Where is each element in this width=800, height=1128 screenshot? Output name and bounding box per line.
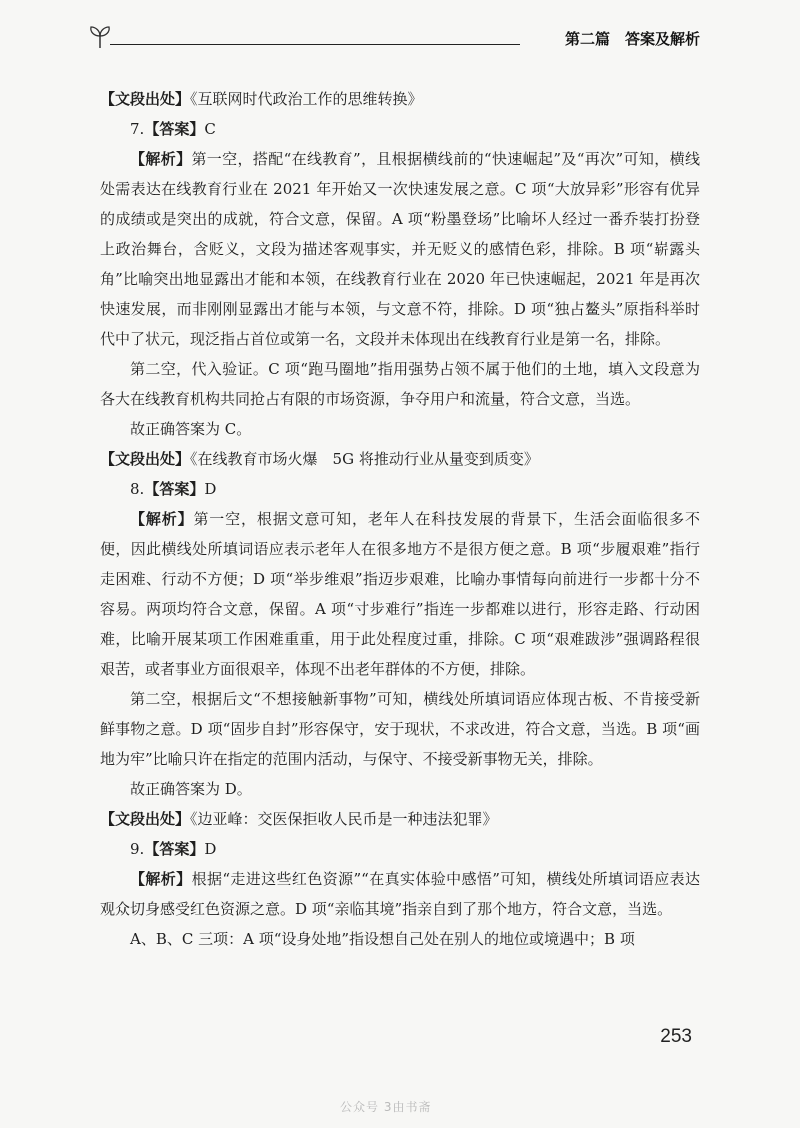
source-tag: 文段出处 xyxy=(115,90,176,108)
analysis-paragraph: 【解析】第一空，搭配“在线教育”，且根据横线前的“快速崛起”及“再次”可知，横线处需表达在线教育行业在 2021 年开始又一次快速发展之意。C 项“大放异彩”形容有优异的成绩或是突出的成就，符合文意，保留。A 项“粉墨登场”比喻坏人经过一番乔装打扮登上政治舞台，含贬义，文段为描述客观事实，并无贬义的感情色彩，排除。B 项“崭露头角”比喻突出地显露出才能和本领，在线教育行业在 2020 年已快速崛起，2021 年是再次快速发展，而非刚刚显露出才能与本领，与文意不符，排除。D 项“独占鳌头”原指科举时代中了状元，现泛指占首位或第一名，文段并未体现出在线教育行业是第一名，排除。 xyxy=(100,150,700,348)
body-paragraph: 第二空，代入验证。C 项“跑马圈地”指用强势占领不属于他们的土地，填入文段意为各大在线教育机构共同抢占有限的市场资源，争夺用户和流量，符合文意，当选。 xyxy=(100,360,700,408)
answer-line: 8.【答案】D xyxy=(130,480,217,498)
body-paragraph: A、B、C 三项：A 项“设身处地”指设想自己处在别人的地位或境遇中；B 项 xyxy=(130,930,635,948)
source-tag: 文段出处 xyxy=(115,810,176,828)
analysis-paragraph: 【解析】第一空，根据文意可知，老年人在科技发展的背景下，生活会面临很多不便，因此横线处所填词语应表示老年人在很多地方不是很方便之意。B 项“步履艰难”指行走困难、行动不方便；D 项“举步维艰”指迈步艰难，比喻办事情每向前进行一步都十分不容易。两项均符合文意，保留。A 项“寸步难行”指连一步都难以进行，形容走路、行动困难，比喻开展某项工作困难重重，用于此处程度过重，排除。C 项“艰难跋涉”强调路程很艰苦，或者事业方面很艰辛，体现不出老年群体的不方便，排除。 xyxy=(100,510,700,678)
watermark: 公众号 3由书斋 xyxy=(340,1100,432,1114)
conclusion-line: 故正确答案为 D。 xyxy=(130,780,252,798)
answer-value: D xyxy=(204,840,217,858)
analysis-tag: 解析 xyxy=(145,510,178,528)
analysis-tag: 解析 xyxy=(145,870,177,888)
source-text: 《在线教育市场火爆 5G 将推动行业从量变到质变》 xyxy=(190,450,539,468)
header-rule xyxy=(110,44,520,45)
answer-tag: 答案 xyxy=(159,120,190,138)
chapter-title: 第二篇 答案及解析 xyxy=(564,30,700,48)
page-body xyxy=(100,84,700,954)
analysis-tag: 解析 xyxy=(145,150,177,168)
conclusion-line: 故正确答案为 C。 xyxy=(130,420,252,438)
answer-line: 7.【答案】C xyxy=(130,120,216,138)
analysis-paragraph: 【解析】根据“走进这些红色资源”“在真实体验中感悟”可知，横线处所填词语应表达观众切身感受红色资源之意。D 项“亲临其境”指亲自到了那个地方，符合文意，当选。 xyxy=(100,870,700,918)
answer-line: 9.【答案】D xyxy=(130,840,217,858)
source-line: 【文段出处】《边亚峰：交医保拒收人民币是一种违法犯罪》 xyxy=(100,810,498,828)
body-paragraph: 第二空，根据后文“不想接触新事物”可知，横线处所填词语应体现古板、不肯接受新鲜事物之意。D 项“固步自封”形容保守，安于现状，不求改进，符合文意，当选。B 项“画地为牢”比喻只许在指定的范围内活动，与保守、不接受新事物无关，排除。 xyxy=(100,690,700,768)
source-text: 《边亚峰：交医保拒收人民币是一种违法犯罪》 xyxy=(190,810,498,828)
answer-tag: 答案 xyxy=(159,480,190,498)
answer-tag: 答案 xyxy=(159,840,190,858)
source-tag: 文段出处 xyxy=(115,450,176,468)
analysis-text: 第一空，搭配“在线教育”，且根据横线前的“快速崛起”及“再次”可知，横线处需表达在线教育行业在 2021 年开始又一次快速发展之意。C 项“大放异彩”形容有优异的成绩或是突出的成就，符合文意，保留。A 项“粉墨登场”比喻坏人经过一番乔装打扮登上政治舞台，含贬义，文段为描述客观事实，并无贬义的感情色彩，排除。B 项“崭露头角”比喻突出地显露出才能和本领，在线教育行业在 2020 年已快速崛起，2021 年是再次快速发展，而非刚刚显露出才能与本领，与文意不符，排除。D 项“独占鳌头”原指科举时代中了状元，现泛指占首位或第一名，文段并未体现出在线教育行业是第一名，排除。 xyxy=(100,150,700,348)
answer-value: D xyxy=(204,480,217,498)
analysis-text: 第一空，根据文意可知，老年人在科技发展的背景下，生活会面临很多不便，因此横线处所填词语应表示老年人在很多地方不是很方便之意。B 项“步履艰难”指行走困难、行动不方便；D 项“举步维艰”指迈步艰难，比喻办事情每向前进行一步都十分不容易。两项均符合文意，保留。A 项“寸步难行”指连一步都难以进行，形容走路、行动困难，比喻开展某项工作困难重重，用于此处程度过重，排除。C 项“艰难跋涉”强调路程很艰苦，或者事业方面很艰辛，体现不出老年群体的不方便，排除。 xyxy=(100,510,700,678)
source-line: 【文段出处】《在线教育市场火爆 5G 将推动行业从量变到质变》 xyxy=(100,450,539,468)
question-number: 7. xyxy=(130,120,145,138)
answer-value: C xyxy=(204,120,216,138)
running-header xyxy=(88,22,700,54)
source-line: 【文段出处】《互联网时代政治工作的思维转换》 xyxy=(100,90,423,108)
page-number: 253 xyxy=(660,1026,692,1047)
question-number: 8. xyxy=(130,480,145,498)
source-text: 《互联网时代政治工作的思维转换》 xyxy=(190,90,423,108)
question-number: 9. xyxy=(130,840,145,858)
sprout-icon xyxy=(88,24,112,50)
analysis-text: 根据“走进这些红色资源”“在真实体验中感悟”可知，横线处所填词语应表达观众切身感受红色资源之意。D 项“亲临其境”指亲自到了那个地方，符合文意，当选。 xyxy=(100,870,700,918)
